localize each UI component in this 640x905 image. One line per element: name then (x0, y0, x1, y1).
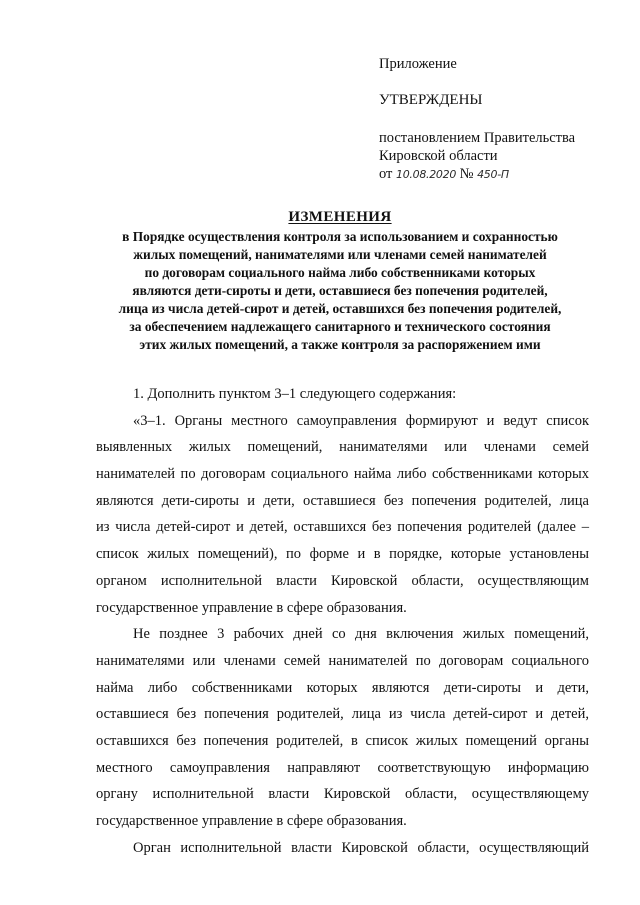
heading-line: жилых помещений, нанимателями или членами семей нанимателей (133, 247, 547, 262)
decree-line-2: Кировской области (379, 148, 498, 164)
approved-label: УТВЕРЖДЕНЫ (379, 92, 483, 108)
text-line: выявленных жилых помещений, нанимателями или членами семей (96, 439, 589, 456)
heading-line: в Порядке осуществления контроля за использованием и сохранностью (122, 229, 558, 244)
approval-block (379, 55, 619, 184)
text-line: являются дети-сироты и дети, оставшиеся без попечения родителей, лица (96, 492, 589, 509)
decree-line-1: постановлением Правительства (379, 130, 576, 146)
document-title: ИЗМЕНЕНИЯ (288, 209, 392, 225)
text-line: «3–1. Органы местного самоуправления формируют и ведут список (133, 412, 589, 429)
heading-line: по договорам социального найма либо собственниками которых (144, 265, 536, 280)
text-line: органом исполнительной власти Кировской области, осуществляющим (96, 572, 589, 589)
text-line: список жилых помещений), по форме и в порядке, которые установлены (96, 546, 589, 563)
text-line: Орган исполнительной власти Кировской области, осуществляющий (133, 839, 589, 856)
paragraph-2 (96, 408, 589, 622)
heading-line: лица из числа детей-сирот и детей, оставшихся без попечения родителей, (118, 301, 562, 316)
paragraph-1 (96, 381, 589, 408)
appendix-label: Приложение (379, 56, 457, 72)
text-line: нанимателей по договорам социального найма либо собственниками которых (96, 466, 589, 483)
text-line: оставшихся без попечения родителей, в список жилых помещений органы (96, 732, 589, 749)
paragraph-4 (96, 835, 589, 862)
date-prefix: от (379, 166, 393, 182)
text-line: органу исполнительной власти Кировской области, осуществляющему (96, 786, 589, 803)
decree-date-line (379, 165, 619, 184)
handwritten-date: 10.08.2020 (396, 168, 457, 181)
paragraph-3 (96, 621, 589, 835)
text-line: найма либо собственниками которых являются дети-сироты и дети, (96, 679, 589, 696)
text-line: государственное управление в сфере образования. (96, 599, 407, 616)
text-line: Не позднее 3 рабочих дней со дня включения жилых помещений, (133, 626, 589, 643)
heading-line: являются дети-сироты и дети, оставшиеся без попечения родителей, (132, 283, 548, 298)
text-line: местного самоуправления направляют соответствующую информацию (96, 759, 589, 776)
document-heading (80, 209, 600, 354)
text-line: оставшиеся без попечения родителей, лица из числа детей-сирот и детей, (96, 706, 589, 723)
text-line: государственное управление в сфере образования. (96, 813, 407, 829)
handwritten-number: 450-П (477, 168, 509, 181)
text-line: нанимателями или членами семей нанимателей по договорам социального (96, 652, 589, 669)
heading-line: за обеспечением надлежащего санитарного и технического состояния (129, 319, 551, 334)
heading-line: этих жилых помещений, а также контроля за распоряжением ими (139, 337, 541, 352)
document-body (96, 381, 589, 861)
number-sign: № (459, 166, 474, 182)
text-line: из числа детей-сирот и детей, оставшихся без попечения родителей (далее – (96, 519, 589, 536)
text-line: 1. Дополнить пунктом 3–1 следующего содержания: (133, 386, 457, 402)
